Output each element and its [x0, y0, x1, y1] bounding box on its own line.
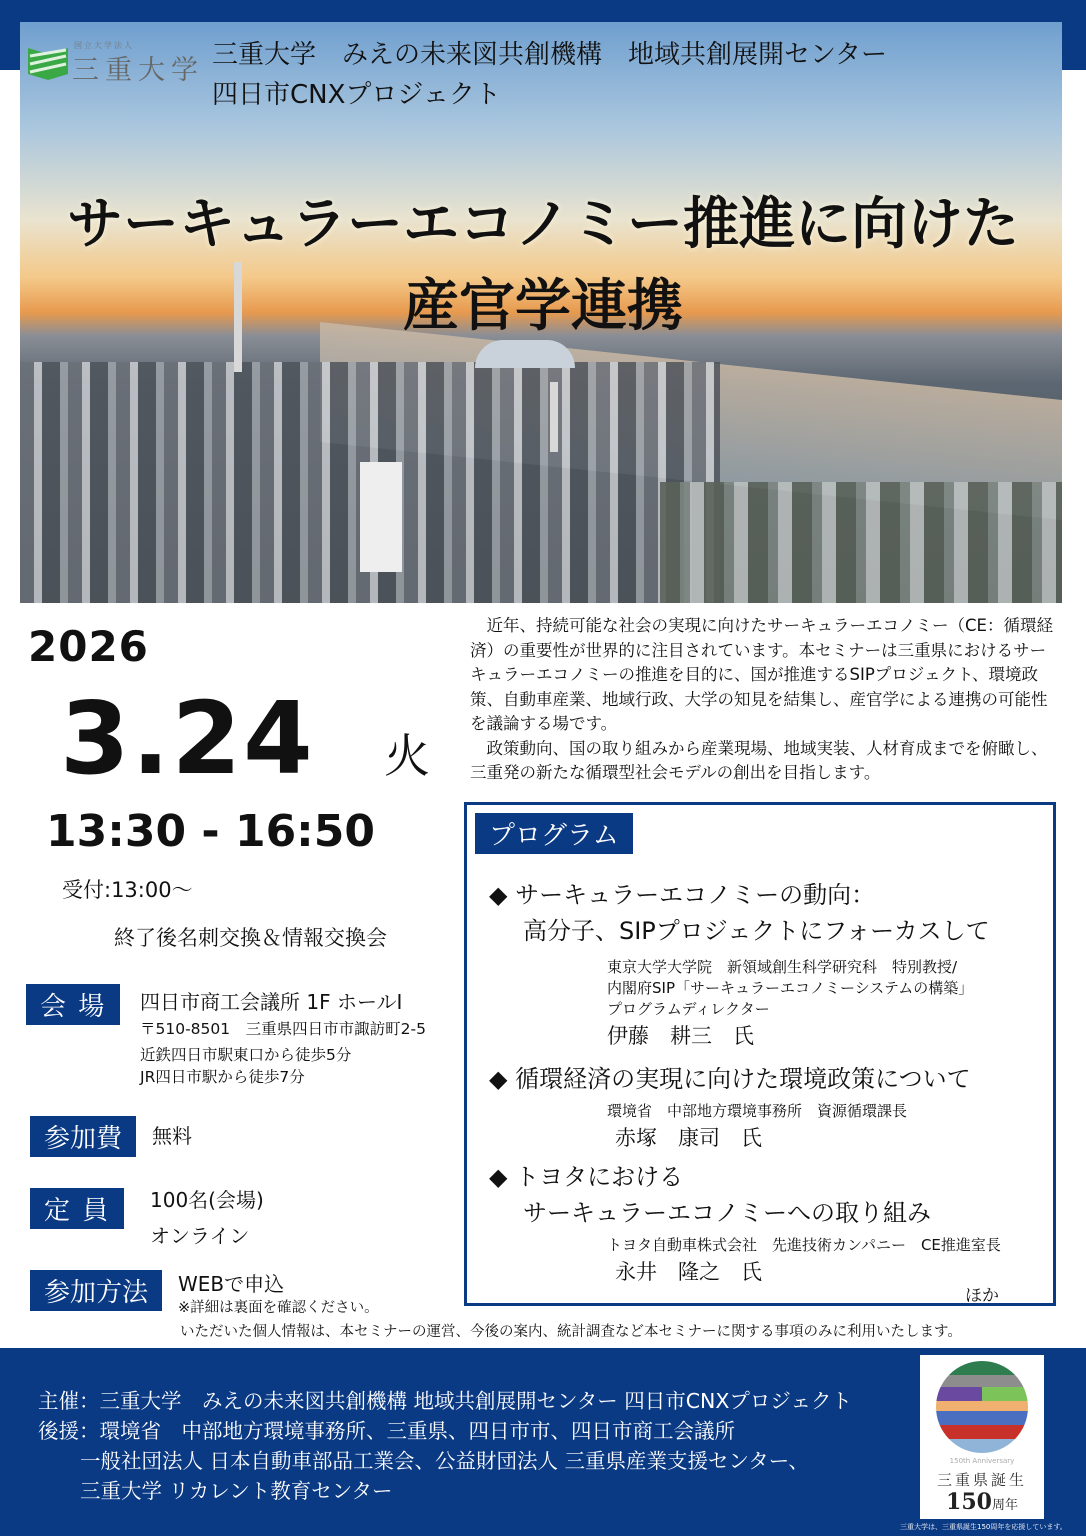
program-item-1 [489, 877, 990, 1050]
intro-paragraph-1: 近年、持続可能な社会の実現に向けたサーキュラーエコノミー（CE：循環経済）の重要性が世界的に注目されています。本セミナーは三重県におけるサーキュラーエコノミーの推進を目的に、国が推進するSIPプロジェクト、環境政策、自動車産業、地域行政、大学の知見を結集し、産官学による連携の可能性を議論する場です。 [470, 616, 1053, 733]
venue-label: 会 場 [26, 984, 120, 1025]
speaker-affiliation: 環境省 中部地方環境事務所 資源循環課長 [607, 1102, 908, 1120]
logo-subtitle: 国立大学法人 [74, 41, 134, 50]
program-item-subtitle: 高分子、SIPプロジェクトにフォーカスして [523, 917, 990, 945]
organizer-line-1: 三重大学 みえの未来図共創機構 地域共創展開センター [212, 40, 887, 70]
fee-value: 無料 [152, 1124, 192, 1148]
speaker-affiliation: 内閣府SIP「サーキュラーエコノミーシステムの構築」 [607, 979, 974, 997]
speaker-affiliation: 東京大学大学院 新領域創生科学研究科 特別教授/ [607, 958, 958, 976]
intro-paragraph-2: 政策動向、国の取り組みから産業現場、地域実装、人材育成までを俯瞰し、三重発の新たな循環型社会モデルの創出を目指します。 [470, 738, 1048, 782]
capacity-value-1: 100名(会場) [150, 1188, 264, 1212]
apply-value: WEBで申込 [178, 1272, 285, 1296]
anniversary-jp: 三重県誕生 [936, 1471, 1027, 1489]
capacity-value-2: オンライン [150, 1224, 250, 1248]
apply-note: ※詳細は裏面を確認ください。 [178, 1300, 379, 1316]
networking-note: 終了後名刺交換＆情報交換会 [114, 926, 387, 950]
shore-area [660, 482, 1062, 603]
venue-name: 四日市商工会議所 1F ホールⅠ [140, 990, 403, 1014]
logo-name: 三重大学 [72, 55, 204, 86]
speaker-name: 伊藤 耕三 氏 [607, 1024, 754, 1048]
anniversary-num: 150 [946, 1489, 992, 1515]
program-item-subtitle: サーキュラーエコノミーへの取り組み [523, 1199, 931, 1227]
event-time: 13:30 - 16:50 [46, 806, 376, 857]
privacy-note: いただいた個人情報は、本セミナーの運営、今後の案内、統計調査など本セミナーに関する事項のみに利用いたします。 [180, 1324, 962, 1340]
capacity-label: 定 員 [30, 1188, 124, 1229]
anniversary-circle-icon [936, 1361, 1028, 1453]
event-day-of-week: 火 [384, 729, 430, 783]
university-logo-icon [28, 44, 68, 80]
main-title-line-2: 産官学連携 [403, 274, 683, 339]
program-others: ほか [965, 1286, 999, 1306]
event-date: 3.24 [60, 680, 315, 797]
mie-150th-anniversary-logo [920, 1355, 1044, 1519]
apply-label: 参加方法 [30, 1270, 162, 1311]
anniversary-note: 三重大学は、三重県誕生150周年を応援しています。 [900, 1523, 1067, 1531]
organizer-line-2: 四日市CNXプロジェクト [212, 80, 501, 110]
program-item-title: ◆ 循環経済の実現に向けた環境政策について [489, 1065, 971, 1093]
event-year: 2026 [28, 622, 149, 671]
program-label: プログラム [475, 813, 633, 854]
support-line-1: 後援：環境省 中部地方環境事務所、三重県、四日市市、四日市商工会議所 [38, 1419, 735, 1443]
main-title-line-1: サーキュラーエコノミー推進に向けた [67, 192, 1019, 257]
program-item-3 [489, 1159, 1001, 1286]
support-line-3: 三重大学 リカレント教育センター [80, 1479, 393, 1503]
chimney [550, 382, 558, 452]
anniversary-en: 150th Anniversary [949, 1457, 1015, 1465]
reception-time: 受付:13:00～ [62, 878, 193, 902]
fee-label: 参加費 [30, 1116, 136, 1157]
venue-address: 〒510-8501 三重県四日市市諏訪町2-5 [140, 1020, 426, 1038]
support-line-2: 一般社団法人 日本自動車部品工業会、公益財団法人 三重県産業支援センター、 [80, 1449, 809, 1473]
venue-access-2: JR四日市駅から徒歩7分 [140, 1068, 305, 1086]
anniversary-unit: 周年 [991, 1498, 1018, 1513]
program-item-2 [489, 1061, 971, 1152]
speaker-name: 赤塚 康司 氏 [615, 1126, 762, 1150]
intro-text [470, 614, 1058, 786]
white-building [360, 462, 402, 572]
speaker-affiliation: プログラムディレクター [607, 1000, 770, 1018]
dome [475, 340, 575, 368]
program-box [464, 802, 1056, 1306]
anniversary-number [920, 1489, 1044, 1515]
venue-access-1: 近鉄四日市駅東口から徒歩5分 [140, 1046, 352, 1064]
speaker-name: 永井 隆之 氏 [615, 1260, 762, 1284]
program-item-title: ◆ サーキュラーエコノミーの動向： [489, 881, 876, 909]
program-item-title: ◆ トヨタにおける [489, 1163, 684, 1191]
speaker-affiliation: トヨタ自動車株式会社 先進技術カンパニー CE推進室長 [607, 1236, 1001, 1254]
host-line: 主催：三重大学 みえの未来図共創機構 地域共創展開センター 四日市CNXプロジェクト [38, 1389, 852, 1413]
